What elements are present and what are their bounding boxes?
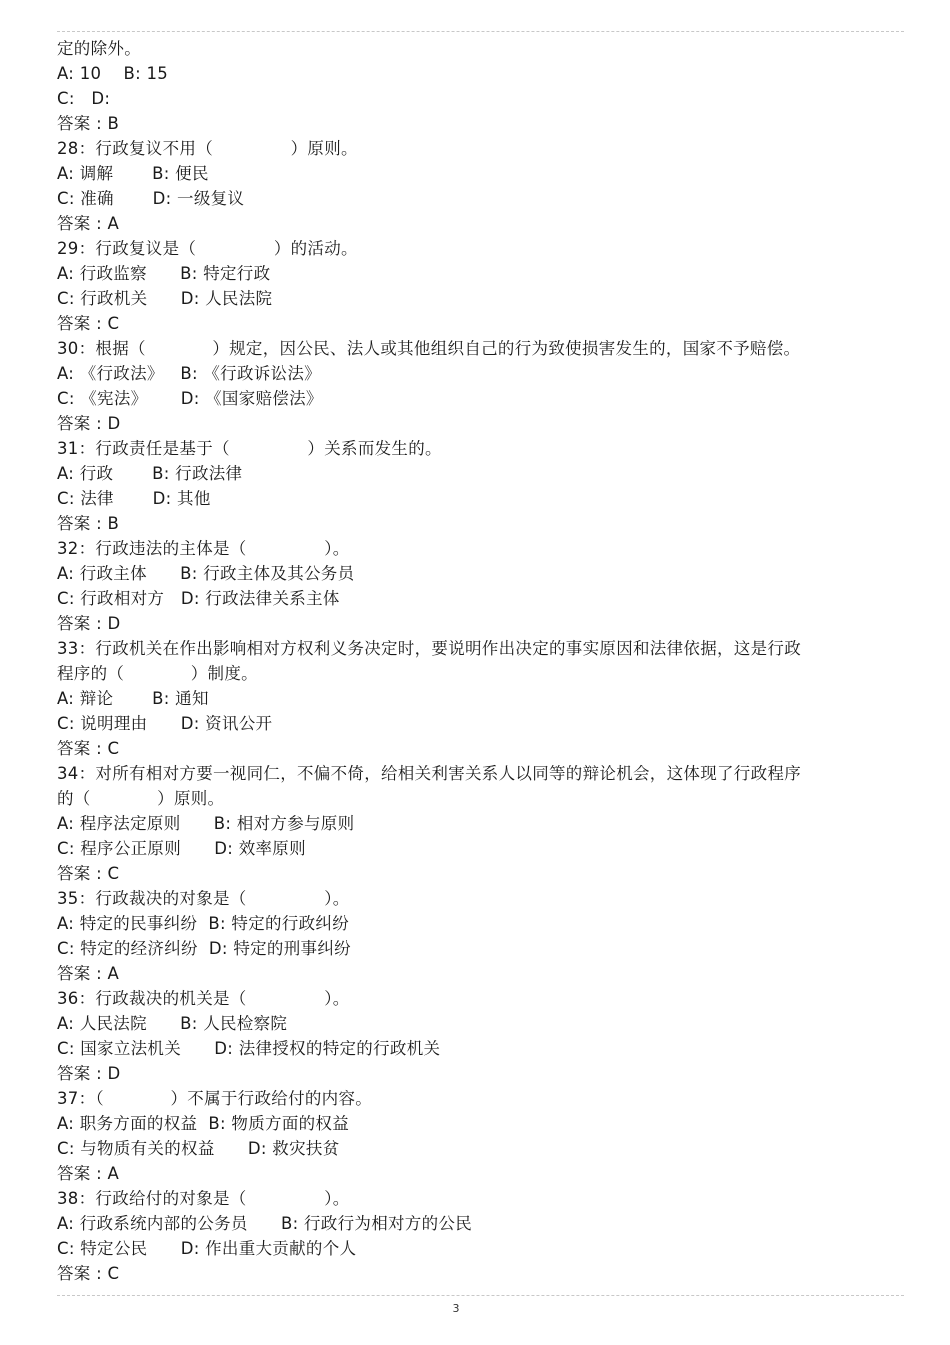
text-line: 答案 : C xyxy=(57,314,120,333)
text-line: A: 人民法院 B: 人民检察院 xyxy=(57,1014,288,1033)
text-line: 答案 : B xyxy=(57,114,120,133)
text-line: A: 辩论 B: 通知 xyxy=(57,689,209,708)
text-line: C: 与物质有关的权益 D: 救灾扶贫 xyxy=(57,1139,340,1158)
text-line: 答案 : A xyxy=(57,1164,120,1183)
text-line: A: 调解 B: 便民 xyxy=(57,164,209,183)
text-line: 程序的（ ）制度。 xyxy=(57,664,258,683)
text-line: A: 行政主体 B: 行政主体及其公务员 xyxy=(57,564,355,583)
text-line: C: 特定公民 D: 作出重大贡献的个人 xyxy=(57,1239,357,1258)
text-line: 定的除外。 xyxy=(57,39,141,58)
text-line: 33：行政机关在作出影响相对方权利义务决定时，要说明作出决定的事实原因和法律依据，这是行政 xyxy=(57,639,801,658)
text-line: 32：行政违法的主体是（ ）。 xyxy=(57,539,350,558)
text-line: 答案 : C xyxy=(57,864,120,883)
text-line: 答案 : B xyxy=(57,514,120,533)
text-line: 答案 : D xyxy=(57,614,121,633)
text-line: 35：行政裁决的对象是（ ）。 xyxy=(57,889,350,908)
text-line: 36：行政裁决的机关是（ ）。 xyxy=(57,989,350,1008)
text-line: 28：行政复议不用（ ）原则。 xyxy=(57,139,358,158)
text-line: A: 10 B: 15 xyxy=(57,64,169,83)
text-line: C: 国家立法机关 D: 法律授权的特定的行政机关 xyxy=(57,1039,441,1058)
text-line: 38：行政给付的对象是（ ）。 xyxy=(57,1189,350,1208)
text-line: 30：根据（ ）规定，因公民、法人或其他组织自己的行为致使损害发生的，国家不予赔偿。 xyxy=(57,339,801,358)
text-line: C: D: xyxy=(57,89,111,108)
text-line: A: 行政 B: 行政法律 xyxy=(57,464,243,483)
text-line: A: 程序法定原则 B: 相对方参与原则 xyxy=(57,814,355,833)
text-line: 答案 : D xyxy=(57,1064,121,1083)
text-line: 37：（ ）不属于行政给付的内容。 xyxy=(57,1089,373,1108)
text-line: 答案 : D xyxy=(57,414,121,433)
text-line: C: 程序公正原则 D: 效率原则 xyxy=(57,839,306,858)
text-line: A: 行政系统内部的公务员 B: 行政行为相对方的公民 xyxy=(57,1214,472,1233)
text-line: 答案 : A xyxy=(57,214,120,233)
document-body xyxy=(57,36,857,1286)
text-line: 29：行政复议是（ ）的活动。 xyxy=(57,239,358,258)
text-line: C: 行政相对方 D: 行政法律关系主体 xyxy=(57,589,340,608)
text-line: C: 《宪法》 D: 《国家赔偿法》 xyxy=(57,389,323,408)
text-line: 34：对所有相对方要一视同仁，不偏不倚，给相关利害关系人以同等的辩论机会，这体现了行政程序 xyxy=(57,764,801,783)
text-line: A: 《行政法》 B: 《行政诉讼法》 xyxy=(57,364,321,383)
footer-rule xyxy=(57,1295,904,1296)
text-line: 答案 : C xyxy=(57,739,120,758)
text-line: C: 行政机关 D: 人民法院 xyxy=(57,289,273,308)
page-number: 3 xyxy=(452,1302,460,1315)
text-line: C: 准确 D: 一级复议 xyxy=(57,189,245,208)
text-line: 的（ ）原则。 xyxy=(57,789,225,808)
text-line: A: 行政监察 B: 特定行政 xyxy=(57,264,271,283)
text-line: A: 职务方面的权益 B: 物质方面的权益 xyxy=(57,1114,350,1133)
text-line: C: 说明理由 D: 资讯公开 xyxy=(57,714,273,733)
text-line: 31：行政责任是基于（ ）关系而发生的。 xyxy=(57,439,442,458)
text-line: A: 特定的民事纠纷 B: 特定的行政纠纷 xyxy=(57,914,350,933)
header-rule xyxy=(57,31,904,32)
text-line: C: 法律 D: 其他 xyxy=(57,489,211,508)
text-line: 答案 : C xyxy=(57,1264,120,1283)
text-line: 答案 : A xyxy=(57,964,120,983)
text-line: C: 特定的经济纠纷 D: 特定的刑事纠纷 xyxy=(57,939,351,958)
